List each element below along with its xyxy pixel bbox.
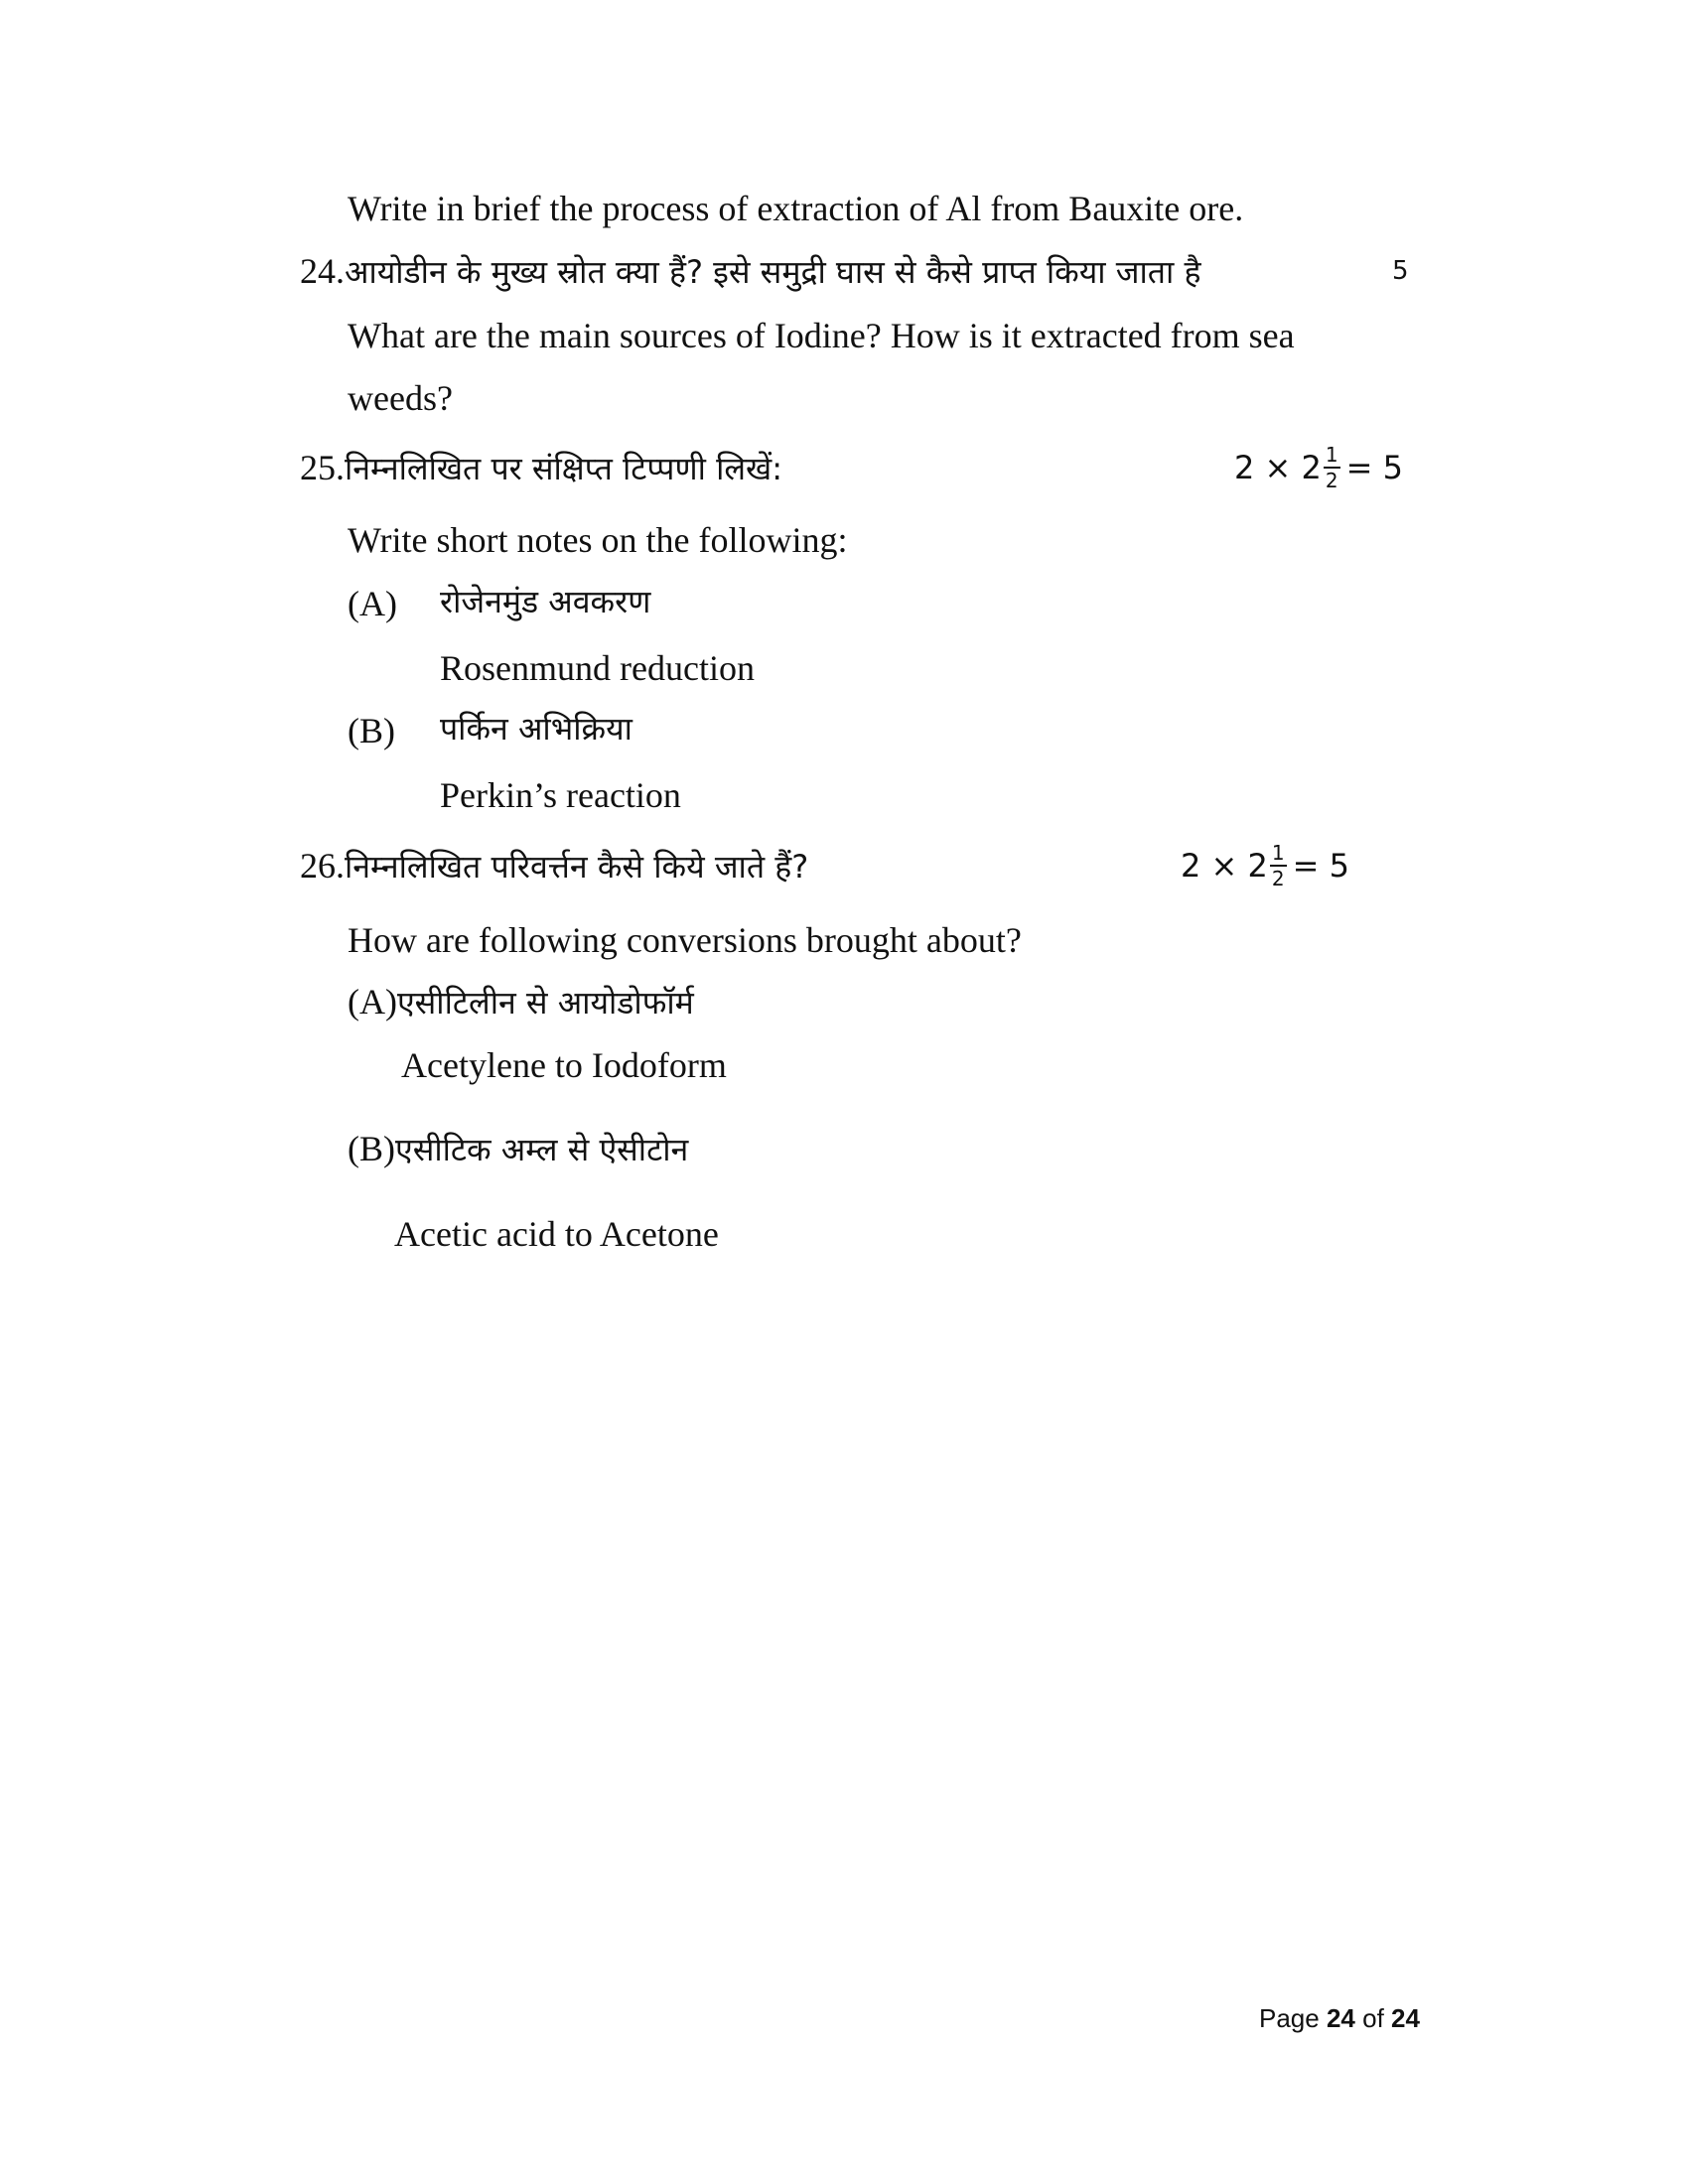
q26-part-a bbox=[348, 984, 694, 1020]
q25-part-b-label: (B) bbox=[348, 711, 395, 751]
q25-marks-fraction bbox=[1324, 445, 1340, 490]
q26-marks-lead: 2 × 2 bbox=[1181, 847, 1268, 885]
q26-marks bbox=[1181, 843, 1349, 888]
q24-marks: 5 bbox=[1392, 256, 1409, 286]
q24-english-line1: What are the main sources of Iodine? How is it extracted from sea bbox=[348, 316, 1295, 355]
q26-part-b bbox=[348, 1131, 688, 1166]
footer-of: of bbox=[1362, 2003, 1384, 2033]
fraction-denominator: 2 bbox=[1271, 867, 1285, 890]
q26-question bbox=[300, 848, 808, 884]
page-number-footer bbox=[1259, 2003, 1420, 2034]
q24-hindi-text: आयोडीन के मुख्य स्रोत क्या हैं? इसे समुद्री घास से कैसे प्राप्त किया जाता है bbox=[345, 253, 1201, 291]
q26-part-a-english: Acetylene to Iodoform bbox=[401, 1045, 727, 1085]
q24-question bbox=[300, 253, 1200, 289]
q23-english-text: Write in brief the process of extraction of Al from Bauxite ore. bbox=[348, 189, 1244, 228]
q25-question bbox=[300, 450, 782, 485]
q26-part-b-hindi: एसीटिक अम्ल से ऐसीटोन bbox=[395, 1131, 689, 1168]
footer-prefix: Page bbox=[1259, 2003, 1320, 2033]
footer-current-page: 24 bbox=[1326, 2003, 1355, 2033]
fraction-denominator: 2 bbox=[1325, 469, 1338, 492]
q24-english-line2: weeds? bbox=[348, 378, 453, 418]
q26-english-text: How are following conversions brought about? bbox=[348, 920, 1022, 960]
q26-marks-tail: = 5 bbox=[1292, 847, 1349, 885]
q26-number: 26. bbox=[300, 846, 345, 886]
q25-hindi-text: निम्नलिखित पर संक्षिप्त टिप्पणी लिखें: bbox=[345, 450, 783, 487]
q25-part-a-label: (A) bbox=[348, 584, 397, 623]
q25-part-a-english: Rosenmund reduction bbox=[440, 648, 755, 688]
q26-marks-fraction bbox=[1270, 843, 1287, 888]
q25-marks-tail: = 5 bbox=[1345, 449, 1403, 486]
footer-total-pages: 24 bbox=[1391, 2003, 1420, 2033]
q24-number: 24. bbox=[300, 251, 345, 291]
q26-part-b-english: Acetic acid to Acetone bbox=[394, 1214, 719, 1254]
q26-part-b-label: (B) bbox=[348, 1129, 395, 1168]
q25-part-b-hindi: पर्किन अभिक्रिया bbox=[440, 710, 633, 748]
fraction-numerator: 1 bbox=[1325, 443, 1338, 467]
q25-marks-lead: 2 × 2 bbox=[1234, 449, 1322, 486]
q26-part-a-label: (A) bbox=[348, 982, 397, 1022]
q25-number: 25. bbox=[300, 448, 345, 487]
q25-part-b-english: Perkin’s reaction bbox=[440, 775, 681, 815]
fraction-numerator: 1 bbox=[1271, 841, 1285, 865]
q25-part-a-hindi: रोजेनमुंड अवकरण bbox=[440, 583, 651, 620]
q26-part-a-hindi: एसीटिलीन से आयोडोफॉर्म bbox=[396, 984, 694, 1022]
q25-english-text: Write short notes on the following: bbox=[348, 520, 848, 560]
q26-hindi-text: निम्नलिखित परिवर्त्तन कैसे किये जाते हैं? bbox=[345, 848, 809, 886]
q25-marks bbox=[1234, 445, 1403, 490]
